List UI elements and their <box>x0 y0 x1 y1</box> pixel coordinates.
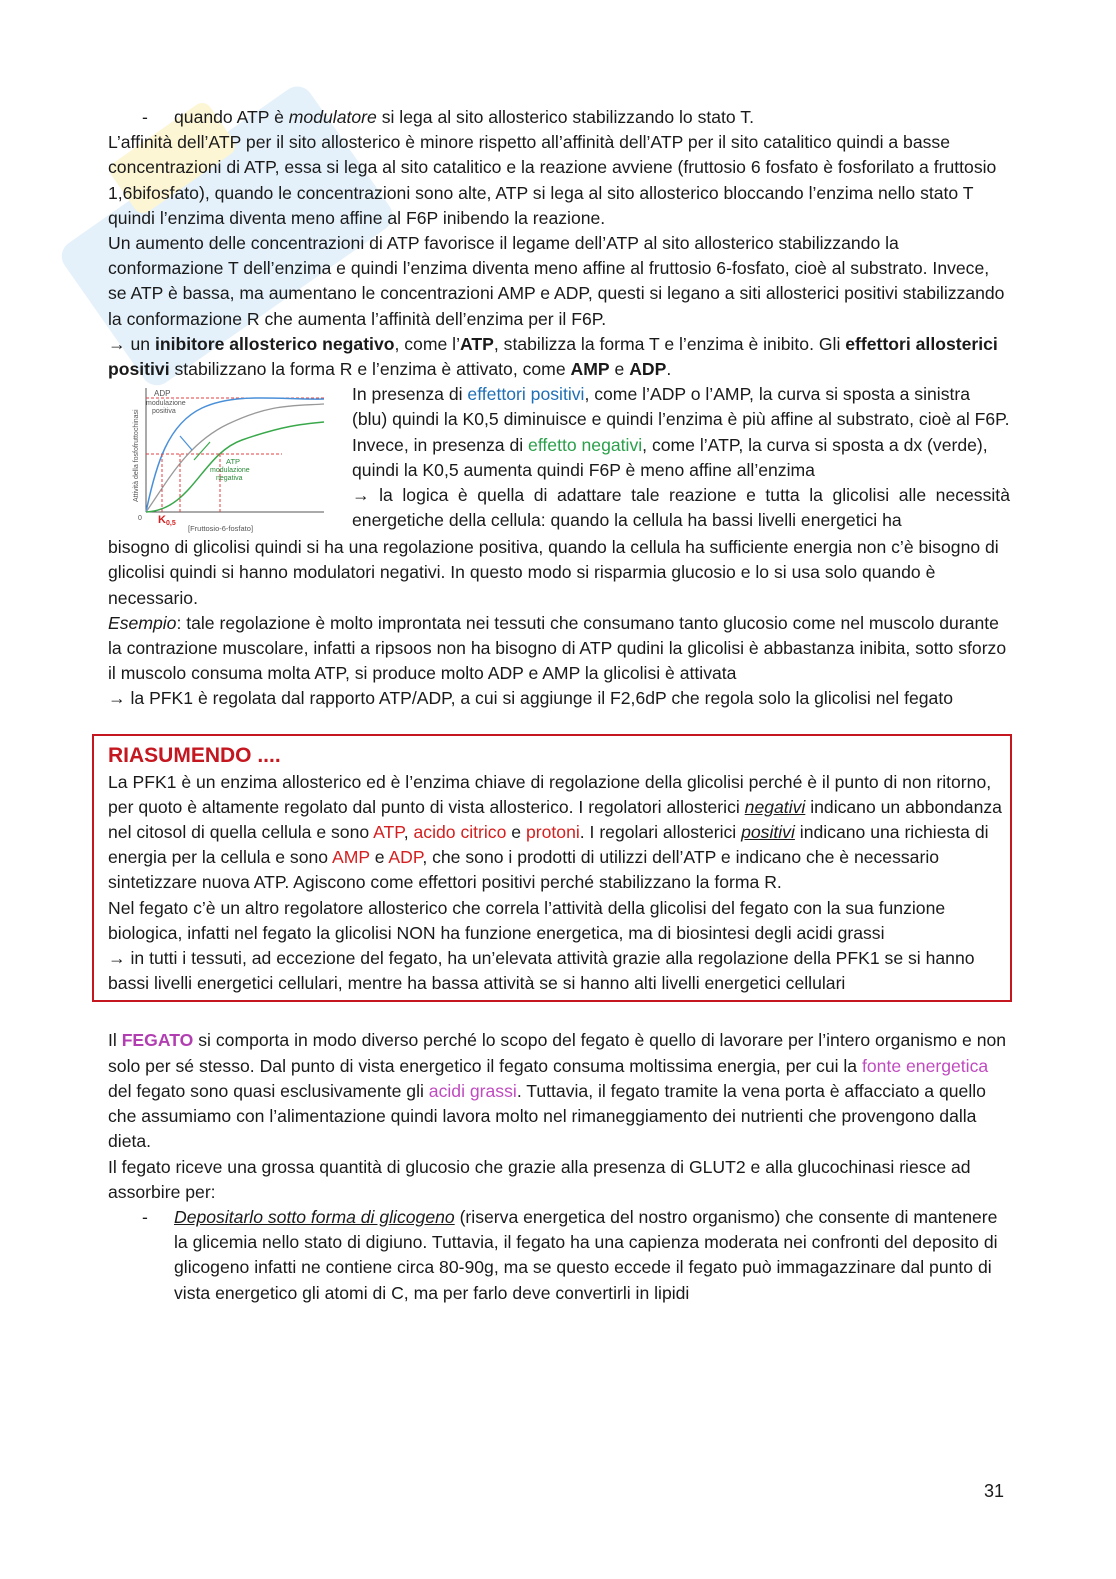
allosteric-curve-figure <box>108 384 352 535</box>
arrow-right <box>194 442 210 460</box>
list-item-text: quando ATP è modulatore si lega al sito allosterico stabilizzando lo stato T. <box>174 107 754 127</box>
atp-mod-label: negativa <box>216 475 243 483</box>
paragraph: Il fegato riceve una grossa quantità di glucosio che grazie alla presenza di GLUT2 e alla glucochinasi riesce ad assorbire per: <box>108 1156 971 1202</box>
x-axis-label: [Fruttosio-6-fosfato] <box>188 524 254 534</box>
y-axis-label: Attività della fosfofruttochinasi <box>133 409 140 503</box>
list-dash: - <box>142 1206 148 1227</box>
paragraph: Esempio: tale regolazione è molto improntata nei tessuti che consumano tanto glucosio come nel muscolo durante la contrazione muscolare, infatti a ripsoos non ha bisogno di ATP qudini la glicolisi è abbastanza inibita, sotto sforzo il muscolo consuma molta ATP, si produce molto ADP e AMP la glicolisi è attivata <box>108 612 1007 684</box>
paragraph: La PFK1 è un enzima allosterico ed è l’enzima chiave di regolazione della glicolisi perché è il punto di non ritorno, per quoto è altamente regolato dal punto di vista allosterico. I regolatori allosterici negativi indicano un abbondanza nel citosol di quella cellula e sono ATP, acido citrico e protoni. I regolari allosterici positivi indicano una richiesta di energia per la cellula e sono AMP e ADP, che sono i prodotti di utilizzi dell’ATP e indicano che è necessario sintetizzare nuova ATP. Agiscono come effettori positivi perché stabilizzano la forma R. <box>108 771 1002 893</box>
adp-mod-label: modulazione <box>146 400 186 408</box>
document-page <box>108 105 1010 1306</box>
figure-with-text <box>108 382 1010 535</box>
origin-label: 0 <box>138 515 142 523</box>
paragraph: L’affinità dell’ATP per il sito allosterico è minore rispetto all’affinità dell’ATP per il sito catalitico quindi a basse concentrazioni di ATP, essa si lega al sito catalitico e la reazione avviene (fruttosio 6 fosfato è fosforilato a fruttosio 1,6bifosfato), quando le concentrazioni sono alte, ATP si lega al sito allosterico bloccando l’enzima nello stato T quindi l’enzima diventa meno affine al F6P inibendo la reazione. <box>108 132 997 228</box>
list-item <box>108 1205 1010 1306</box>
paragraph: → un inibitore allosterico negativo, come l’ATP, stabilizza la forma T e l’enzima è inibito. Gli effettori allosterici positivi stabilizzano la forma R e l’enzima è attivato, come AMP e ADP. <box>108 333 998 380</box>
list-dash: - <box>142 107 148 127</box>
figure-side-text <box>352 382 1010 535</box>
paragraph: Il FEGATO si comporta in modo diverso perché lo scopo del fegato è quello di lavorare per l’intero organismo e non solo per sé stesso. Dal punto di vista energetico il fegato consuma moltissima energia, per cui la fonte energetica del fegato sono quasi esclusivamente gli acidi grassi. Tuttavia, il fegato tramite la vena porta è affacciato a quello che assumiamo con l’alimentazione quindi lavora molto nel rimaneggiamento dei nutrienti che provengono dalla dieta. <box>108 1030 1007 1152</box>
paragraph: Nel fegato c’è un altro regolatore allosterico che correla l’attività della glicolisi del fegato con la sua funzione biologica, infatti nel fegato la glicolisi NON ha funzione energetica, ma di biosintesi degli acidi grassi <box>108 897 946 943</box>
atp-label: ATP <box>226 457 241 467</box>
paragraph: bisogno di glicolisi quindi si ha una regolazione positiva, quando la cellula ha sufficiente energia non c’è bisogno di glicolisi quindi si hanno modulatori negativi. In questo modo si risparmia glucosio e lo si usa solo quando è necessario. <box>108 537 999 608</box>
summary-box <box>92 734 1012 1003</box>
k-subscript: 0,5 <box>166 520 176 528</box>
paragraph: In presenza di effettori positivi, come l’ADP o l’AMP, la curva si sposta a sinistra (blu) quindi la K0,5 diminuisce e quindi l’enzima è più affine al substrato, cioè al F6P. Invece, in presenza di effetto negativi, come l’ATP, la curva si sposta a dx (verde), quindi la K0,5 aumenta quindi F6P è meno affine all’enzima <box>352 384 1010 480</box>
kinetics-graph <box>132 384 328 535</box>
atp-mod-label: modulazione <box>210 467 250 475</box>
k-label: K <box>158 514 166 527</box>
arrow-left <box>180 436 192 450</box>
adp-label: ADP <box>154 389 171 399</box>
adp-mod-label: positiva <box>152 408 176 416</box>
paragraph: → la logica è quella di adattare tale reazione e tutta la glicolisi alle necessità energetiche della cellula: quando la cellula ha bassi livelli energetici ha <box>352 485 1010 531</box>
list-item-text: Depositarlo sotto forma di glicogeno (riserva energetica del nostro organismo) che consente di mantenere la glicemia nello stato di digiuno. Tuttavia, il fegato ha una capienza moderata nei confronti del deposito di glicogeno infatti ne contiene circa 80-90g, ma se questo eccede il fegato può immagazzinare dal punto di vista energetico gli atomi di C, ma per farlo deve convertirli in lipidi <box>174 1206 998 1303</box>
paragraph: → la PFK1 è regolata dal rapporto ATP/ADP, a cui si aggiunge il F2,6dP che regola solo la glicolisi nel fegato <box>108 688 953 709</box>
paragraph: Un aumento delle concentrazioni di ATP favorisce il legame dell’ATP al sito allosterico stabilizzando la conformazione T dell’enzima e quindi l’enzima diventa meno affine al fruttosio 6-fosfato, cioè al substrato. Invece, se ATP è bassa, ma aumentano le concentrazioni AMP e ADP, questi si legano a siti allosterici positivi stabilizzando la conformazione R che aumenta l’affinità dell’enzima per il F6P. <box>108 233 1005 329</box>
liver-section <box>108 1028 1010 1305</box>
page-number: 31 <box>983 1481 1004 1501</box>
summary-title: RIASUMENDO .... <box>108 743 281 767</box>
paragraph: → in tutti i tessuti, ad eccezione del fegato, ha un’elevata attività grazie alla regolazione della PFK1 se si hanno bassi livelli energetici cellulari, mentre ha bassa attività se si hanno alti livelli energetici cellulari <box>108 948 975 994</box>
list-item <box>108 105 1010 130</box>
